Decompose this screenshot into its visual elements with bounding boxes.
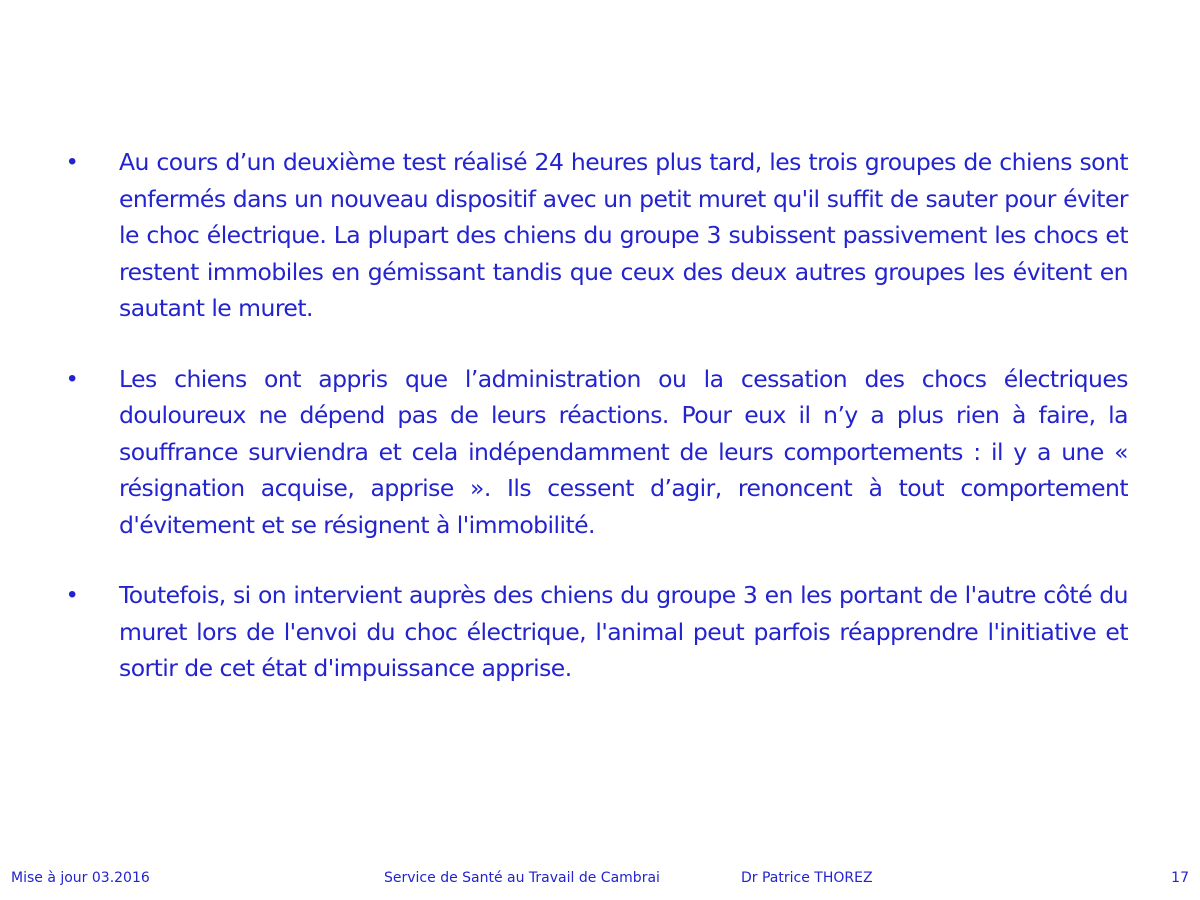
bullet-text: Les chiens ont appris que l’administration ou la cessation des chocs électriques douloureux ne dépend pas de leurs réactions. Pour eux il n’y a plus rien à faire, la souffrance surviendra et cela indépendamment de leurs comportements : il y a une « résignation acquise, apprise ». Ils cessent d’agir, renoncent à tout comportement d'évitement et se résignent à l'immobilité. (119, 364, 1128, 539)
bullet-text: Au cours d’un deuxième test réalisé 24 heures plus tard, les trois groupes de chiens sont enfermés dans un nouveau dispositif avec un petit muret qu'il suffit de sauter pour éviter le choc électrique. La plupart des chiens du groupe 3 subissent passivement les chocs et restent immobiles en gémissant tandis que ceux des deux autres groupes les évitent en sautant le muret. (119, 148, 1128, 322)
bullet-marker: • (68, 148, 77, 175)
footer-service-name: Service de Santé au Travail de Cambrai (384, 870, 660, 886)
bullet-item (66, 577, 1128, 687)
bullet-item (66, 361, 1128, 544)
footer-page-number: 17 (1171, 870, 1189, 886)
footer-update-date: Mise à jour 03.2016 (11, 870, 150, 886)
footer-author: Dr Patrice THOREZ (741, 870, 873, 886)
bullet-marker: • (68, 581, 77, 608)
bullet-item (66, 144, 1128, 327)
bullet-text: Toutefois, si on intervient auprès des chiens du groupe 3 en les portant de l'autre côté du muret lors de l'envoi du choc électrique, l'animal peut parfois réapprendre l'initiative et sortir de cet état d'impuissance apprise. (119, 581, 1128, 682)
bullet-marker: • (68, 364, 77, 392)
bullet-list (66, 144, 1128, 721)
slide-footer (0, 866, 1200, 890)
